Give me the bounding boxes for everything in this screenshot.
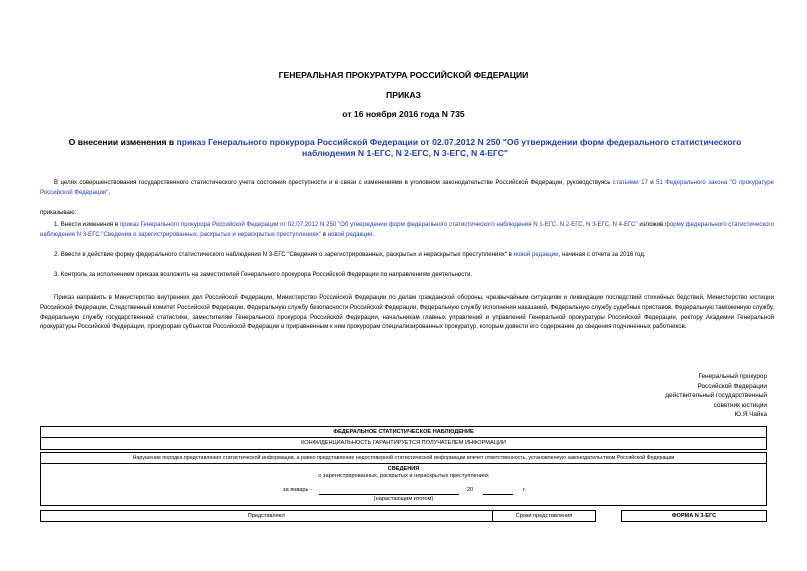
signature-line-3: действительный государственный bbox=[665, 392, 767, 400]
submitters-header bbox=[40, 510, 493, 522]
law-article-17-link[interactable]: статьями 17 bbox=[612, 179, 648, 186]
signature-line-2: Российской Федерации bbox=[697, 382, 767, 390]
item-1-form-link[interactable]: форму федерального статистического наблюдения N 3-ЕГС "Сведения о зарегистрированных, раскрытых и нераскрытых преступлениях" bbox=[40, 221, 774, 238]
item-1-text-c: в bbox=[321, 230, 328, 238]
document-type: ПРИКАЗ bbox=[386, 90, 421, 100]
signature-name: Ю.Я.Чайка bbox=[734, 411, 767, 419]
item-1-text-d: . bbox=[372, 230, 375, 238]
cumulative-note: (нарастающим итогом) bbox=[373, 496, 434, 502]
confidentiality-label: КОНФИДЕНЦИАЛЬНОСТЬ ГАРАНТИРУЕТСЯ ПОЛУЧАТЕЛЕМ ИНФОРМАЦИИ bbox=[301, 440, 506, 446]
form-number-label: ФОРМА N 3-ЕГС bbox=[671, 513, 717, 519]
item-2 bbox=[40, 250, 774, 260]
period-month-field bbox=[319, 494, 459, 495]
year-field bbox=[483, 494, 513, 495]
svedeniya-box bbox=[40, 464, 767, 506]
svedeniya-title: СВЕДЕНИЯ bbox=[387, 466, 420, 472]
signature-block bbox=[547, 372, 767, 420]
item-1-text-b: изложив bbox=[637, 221, 665, 228]
title-prefix: О внесении изменения в bbox=[68, 137, 177, 147]
submitters-label: Представляют bbox=[247, 513, 286, 519]
title-order-link[interactable]: приказ Генерального прокурора Российской Федерации от 02.07.2012 N 250 "Об утверждении форм федерального статистического наблюдения N 1-ЕГС, N 2-ЕГС, N 3-ЕГС, N 4-ЕГС" bbox=[176, 137, 742, 158]
item-2-text-b: , начиная с отчета за 2016 год. bbox=[558, 251, 646, 258]
federal-observation-label: ФЕДЕРАЛЬНОЕ СТАТИСТИЧЕСКОЕ НАБЛЮДЕНИЕ bbox=[333, 429, 474, 435]
org-name: ГЕНЕРАЛЬНАЯ ПРОКУРАТУРА РОССИЙСКОЙ ФЕДЕРАЦИИ bbox=[278, 70, 529, 80]
document-title bbox=[60, 137, 750, 159]
signature-line-1: Генеральный прокурор bbox=[698, 373, 767, 380]
confidentiality-box bbox=[40, 438, 767, 450]
year-suffix: г. bbox=[523, 487, 526, 493]
order-word: приказываю: bbox=[40, 209, 77, 216]
signature-line-4: советник юстиции bbox=[713, 401, 767, 409]
cumulative-note-wrap bbox=[41, 496, 766, 502]
item-3: 3. Контроль за исполнением приказа возложить на заместителей Генерального прокурора Российской Федерации по направлениям деятельности. bbox=[54, 271, 473, 278]
preamble-and: и bbox=[647, 179, 657, 186]
period-prefix: за январь - bbox=[283, 487, 312, 493]
law-article-51-link[interactable]: 51 Федерального закона "О прокуратуре Российской Федерации" bbox=[40, 179, 775, 196]
preamble-end: , bbox=[108, 188, 111, 196]
violation-notice: Нарушение порядка представления статистической информации, а равно представление недостоверной статистической информации влечет ответственность, установленную законодательством Российской Федерации bbox=[132, 455, 675, 461]
preamble-text: В целях совершенствования государственного статистического учета состояния преступности и в связи с изменениями в уголовном законодательстве Российской Федерации, руководствуясь bbox=[54, 179, 613, 186]
deadlines-header bbox=[493, 510, 596, 522]
form-header-box bbox=[40, 426, 767, 438]
violation-box bbox=[40, 452, 767, 464]
item-1 bbox=[40, 220, 774, 240]
item-2-text-a: 2. Ввести в действие форму федерального статистического наблюдения N 3-ЕГС "Сведения о зарегистрированных, раскрытых и нераскрытых преступлениях" в bbox=[54, 251, 514, 258]
document-date-number: от 16 ноября 2016 года N 735 bbox=[342, 109, 465, 119]
item-2-new-edition-link[interactable]: новой редакции bbox=[513, 251, 559, 258]
form-number-box bbox=[621, 510, 767, 522]
distribution-paragraph: Приказ направить в Министерство внутренних дел Российской Федерации, Министерство Российской Федерации по делам гражданской обороны, чрезвычайным ситуациям и ликвидации последствий стихийных бедствий, Министерство юстиции Российской Федерации, Следственный комитет Российской Федерации, Федеральную службу безопасности Российской Федерации, Федеральную службу исполнения наказаний, Федеральную службу судебных приставов, Федеральную таможенную службу, Федеральную службу государственной статистики, заместителям Генерального прокурора Российской Федерации, начальникам главных управлений и управлений Генеральной прокуратуры Российской Федерации, ректору Академии Генеральной прокуратуры Российской Федерации, прокурорам субъектов Российской Федерации и приравненным к ним прокурорам специализированных прокуратур, которым довести его содержание до сведения подчиненных работников. bbox=[40, 294, 774, 331]
item-1-new-edition-link[interactable]: новой редакции bbox=[327, 230, 373, 238]
item-1-text-a: 1. Внести изменения в bbox=[54, 221, 120, 228]
svedeniya-subtitle: о зарегистрированных, раскрытых и нераскрытых преступлениях bbox=[318, 473, 489, 479]
year-prefix: 20 bbox=[467, 487, 474, 493]
preamble-paragraph bbox=[40, 178, 774, 198]
deadlines-label: Сроки представления bbox=[515, 513, 573, 519]
item-1-order-link[interactable]: приказ Генерального прокурора Российской Федерации от 02.07.2012 N 250 "Об утверждении форм федерального статистического наблюдения N 1-ЕГС, N 2-ЕГС, N 3-ЕГС, N 4-ЕГС" bbox=[119, 221, 638, 228]
